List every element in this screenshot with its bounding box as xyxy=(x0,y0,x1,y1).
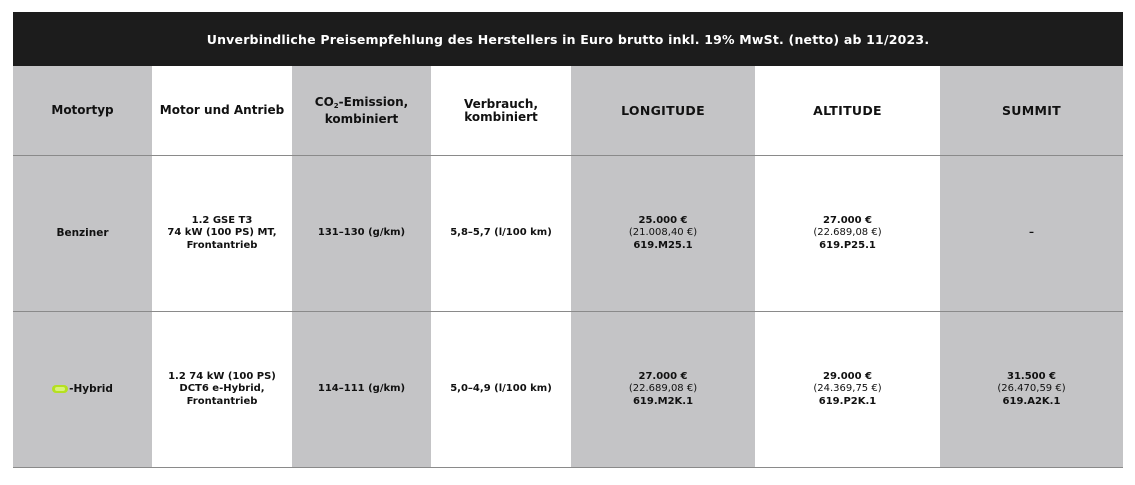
motortyp-cell: Benziner xyxy=(13,156,152,312)
summit-price-cell: 31.500 € (26.470,59 €) 619.A2K.1 xyxy=(940,312,1123,468)
altitude-price-cell: 27.000 € (22.689,08 €) 619.P25.1 xyxy=(755,156,940,312)
table-row xyxy=(13,156,1123,312)
longitude-price-cell: 27.000 € (22.689,08 €) 619.M2K.1 xyxy=(571,312,755,468)
altitude-price-cell: 29.000 € (24.369,75 €) 619.P2K.1 xyxy=(755,312,940,468)
header-altitude: ALTITUDE xyxy=(755,66,940,156)
summit-price-cell: – xyxy=(940,156,1123,312)
header-summit: SUMMIT xyxy=(940,66,1123,156)
price-table xyxy=(13,66,1123,468)
verbrauch-cell: 5,0–4,9 (l/100 km) xyxy=(431,312,571,468)
verbrauch-cell: 5,8–5,7 (l/100 km) xyxy=(431,156,571,312)
motortyp-cell: -Hybrid xyxy=(13,312,152,468)
header-longitude: LONGITUDE xyxy=(571,66,755,156)
longitude-price-cell: 25.000 € (21.008,40 €) 619.M25.1 xyxy=(571,156,755,312)
co2-cell: 114–111 (g/km) xyxy=(292,312,431,468)
motor-cell: 1.2 GSE T3 74 kW (100 PS) MT, Frontantrieb xyxy=(152,156,292,312)
table-row xyxy=(13,312,1123,468)
header-co2: $CO_2$-Emission, kombiniert xyxy=(292,66,431,156)
header-verbrauch: Verbrauch, kombiniert xyxy=(431,66,571,156)
header-motortyp: Motortyp xyxy=(13,66,152,156)
header-motor: Motor und Antrieb xyxy=(152,66,292,156)
header-row xyxy=(13,66,1123,156)
e-hybrid-badge-icon xyxy=(52,385,68,393)
table-title: Unverbindliche Preisempfehlung des Herstellers in Euro brutto inkl. 19% MwSt. (netto) ab 11/2023. xyxy=(13,12,1123,66)
price-table-container xyxy=(13,12,1123,468)
motor-cell: 1.2 74 kW (100 PS) DCT6 e-Hybrid, Frontantrieb xyxy=(152,312,292,468)
co2-cell: 131–130 (g/km) xyxy=(292,156,431,312)
